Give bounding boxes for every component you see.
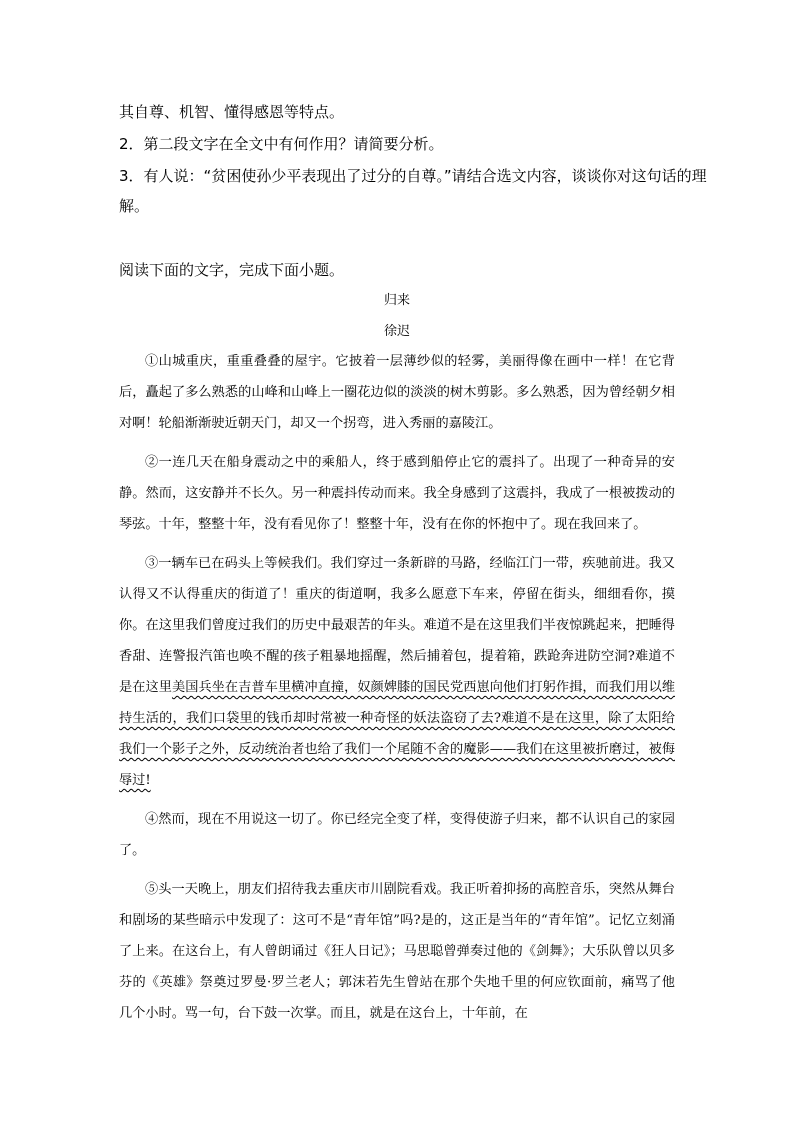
paragraph-3-text: ③一辆车已在码头上等候我们。我们穿过一条新辟的马路，经临江门一带，疾驰前进。我又认得又不认得重庆的街道了！重庆的街道啊，我多么愿意下车来，停留在街头，细细看你，摸你。在这里我们曾度过我们的历史中最艰苦的年头。难道不是在这里我们半夜惊跳起来，把睡得香甜、连警报汽笛也唤不醒的孩子粗暴地摇醒，然后捕着包，提着箱，跌跄奔进防空洞?难道不是在这里: [119, 556, 675, 695]
paragraph-2: ②一连几天在船身震动之中的乘船人，终于感到船停止它的震抖了。出现了一种奇异的安静。然而，这安静并不长久。另一种震抖传动而来。我全身感到了这震抖，我成了一根被拨动的琴弦。十年，整整十年，没有看见你了！整整十年，没有在你的怀抱中了。现在我回来了。: [119, 455, 675, 532]
paragraph-5: ⑤头一天晚上，朋友们招待我去重庆市川剧院看戏。我正听着抑扬的高腔音乐，突然从舞台和剧场的某些暗示中发现了：这可不是“青年馆”吗?是的，这正是当年的“青年馆”。记忆立刻涌了上来。在这台上，有人曾朗诵过《狂人日记》；马思聪曾弹奏过他的《剑舞》；大乐队曾以贝多芬的《英雄》祭奠过罗曼·罗兰老人；郭沫若先生曾站在那个失地千里的何应钦面前，痛骂了他几个小时。骂一句，台下鼓一次掌。而且，就是在这台上，十年前，在: [119, 882, 675, 1021]
article-body: [119, 346, 675, 1037]
question-3-line-2: 解。: [119, 197, 150, 215]
paragraph-1: ①山城重庆，重重叠叠的屋宇。它披着一层薄纱似的轻雾，美丽得像在画中一样！在它背后，矗起了多么熟悉的山峰和山峰上一圈花边似的淡淡的树木剪影。多么熟悉，因为曾经朝夕相对啊！轮船渐渐驶近朝天门，却又一个拐弯，进入秀丽的嘉陵江。: [119, 354, 675, 431]
paragraph-3: [119, 548, 675, 796]
article-title: 归来: [383, 293, 410, 308]
paragraph-4: ④然而，现在不用说这一切了。你已经完全变了样，变得使游子归来，都不认识自己的家园了。: [119, 812, 675, 858]
question-1-tail: 其自尊、机智、懂得感恩等特点。: [119, 103, 345, 121]
article-author: 徐迟: [383, 324, 410, 339]
question-3-line-1: 3．有人说：“贫困使孙少平表现出了过分的自尊。”请结合选文内容，谈谈你对这句话的理: [119, 167, 707, 185]
question-2: 2．第二段文字在全文中有何作用？请简要分析。: [119, 135, 444, 153]
reading-instruction: 阅读下面的文字，完成下面小题。: [119, 261, 345, 279]
paragraph-3-underlined: 美国兵坐在吉普车里横冲直撞，奴颜婢膝的国民党西崽向他们打躬作揖，而我们用以维持生活的，我们口袋里的钱币却时常被一种奇怪的妖法盗窃了去?难道不是在这里，除了太阳给我们一个影子之外，反动统治者也给了我们一个尾随不舍的魔影——我们在这里被折磨过，被侮辱过!: [119, 680, 676, 788]
